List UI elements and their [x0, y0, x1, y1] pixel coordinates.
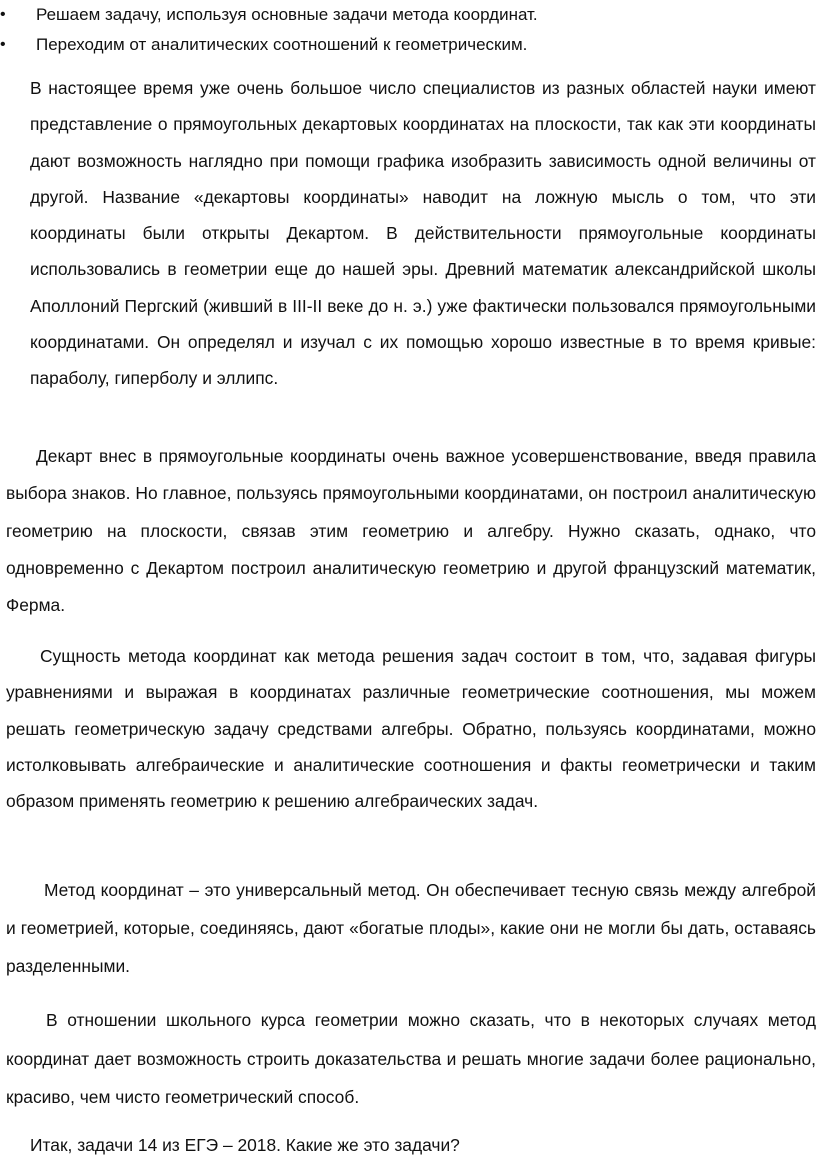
paragraph-descartes-contribution: Декарт внес в прямоугольные координаты очень важное усовершенствование, введя правила выбора знаков. Но главное, пользуясь прямоугольными координатами, он построил аналитическую геометрию на плоскости, связав этим геометрию и алгебру. Нужно сказать, однако, что одновременно с Декартом построил аналитическую геометрию и другой французский математик, Ферма. — [6, 446, 816, 616]
paragraph-method-essence: Сущность метода координат как метода решения задач состоит в том, что, задавая фигуры уравнениями и выражая в координатах различные геометрические соотношения, мы можем решать геометрическую задачу средствами алгебры. Обратно, пользуясь координатами, можно истолковывать алгебраические и аналитические соотношения и факты геометрически и таким образом применять геометрию к решению алгебраических задач. — [6, 646, 816, 812]
bullet-text: Решаем задачу, используя основные задачи метода координат. — [36, 5, 538, 24]
bullet-text: Переходим от аналитических соотношений к геометрическим. — [36, 35, 528, 54]
paragraph-school-course: В отношении школьного курса геометрии можно сказать, что в некоторых случаях метод координат дает возможность строить доказательства и решать многие задачи более рационально, красиво, чем чисто геометрический способ. — [6, 1010, 816, 1107]
bullet-list — [0, 0, 816, 60]
paragraph-cartesian-history: В настоящее время уже очень большое число специалистов из разных областей науки имеют представление о прямоугольных декартовых координатах на плоскости, так как эти координаты дают возможность наглядно при помощи графика изобразить зависимость одной величины от другой. Название «декартовы координаты» наводит на ложную мысль о том, что эти координаты были открыты Декартом. В действительности прямоугольные координаты использовались в геометрии еще до нашей эры. Древний математик александрийской школы Аполлоний Пергский (живший в III-II веке до н. э.) уже фактически пользовался прямоугольными координатами. Он определял и изучал с их помощью хорошо известные в то время кривые: параболу, гиперболу и эллипс. — [30, 78, 816, 389]
paragraph-universal-method: Метод координат – это универсальный метод. Он обеспечивает тесную связь между алгеброй и геометрией, которые, соединяясь, дают «богатые плоды», какие они не могли бы дать, оставаясь разделенными. — [6, 880, 816, 976]
bullet-marker: • — [0, 6, 6, 23]
bullet-item — [0, 0, 816, 30]
bullet-item — [0, 30, 816, 60]
paragraph-conclusion-question: Итак, задачи 14 из ЕГЭ – 2018. Какие же это задачи? — [30, 1135, 460, 1155]
bullet-marker: • — [0, 36, 6, 53]
